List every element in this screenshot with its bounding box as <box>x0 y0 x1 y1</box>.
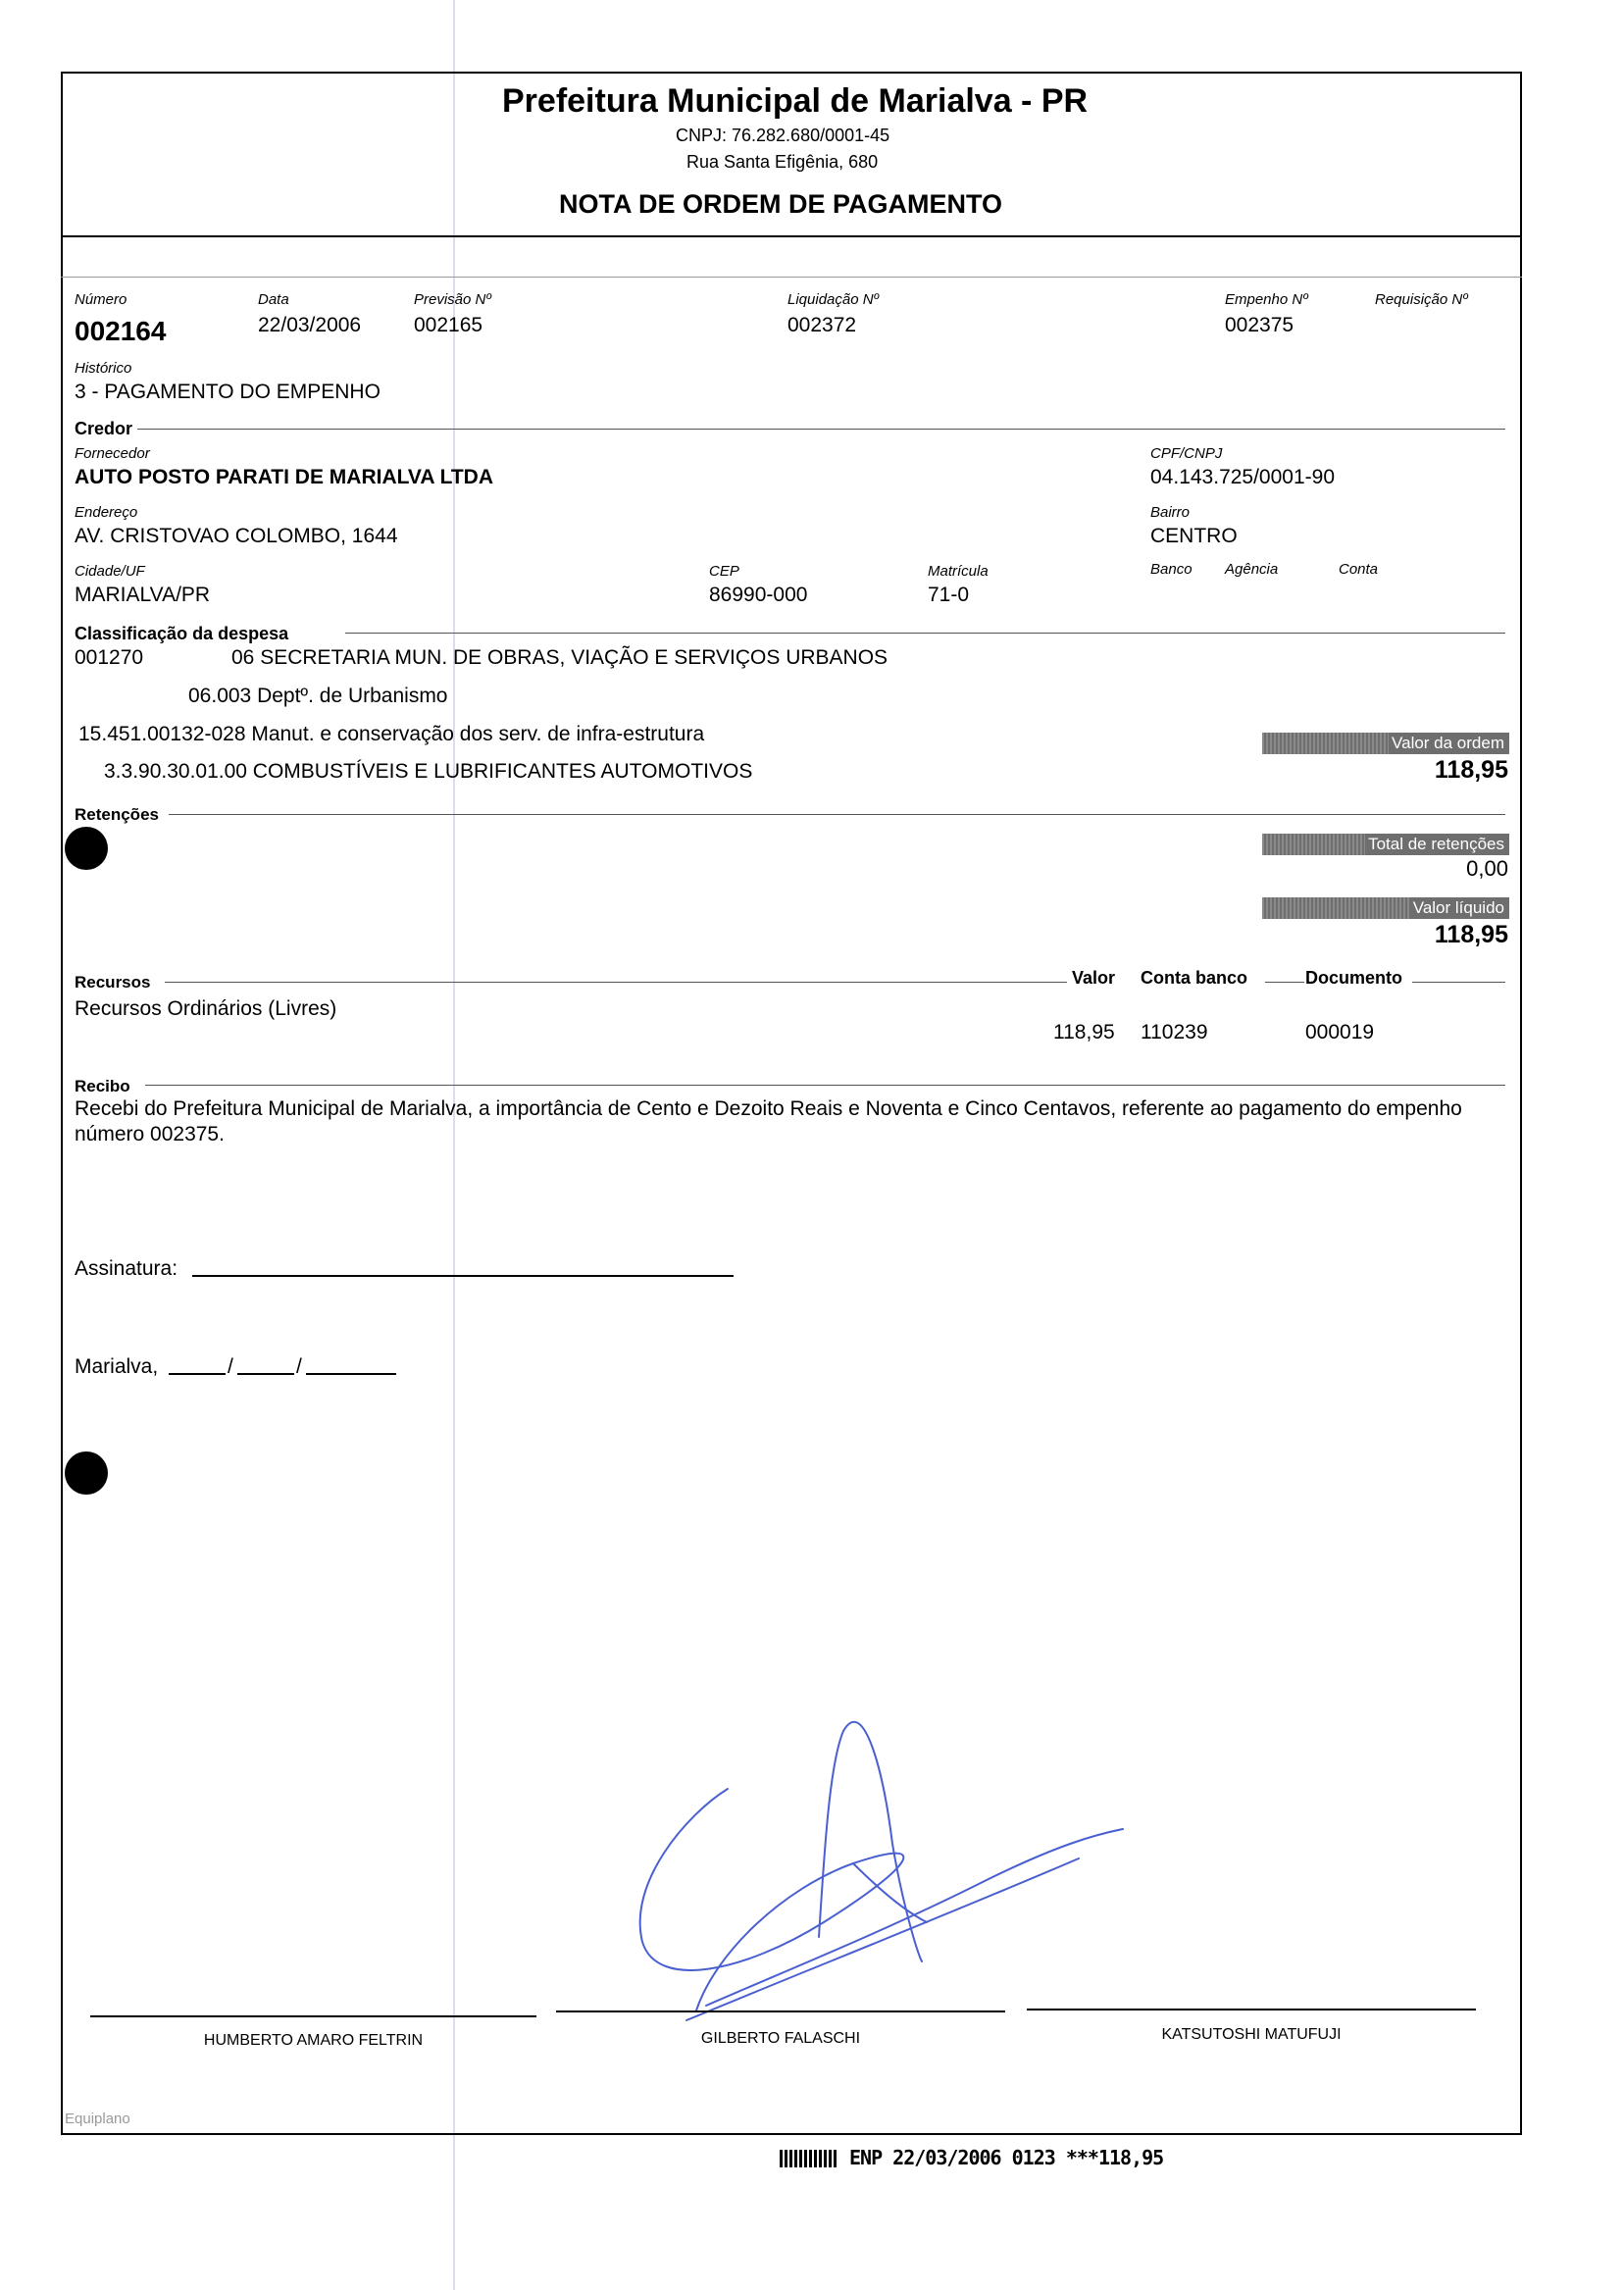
cpf-value: 04.143.725/0001-90 <box>1150 466 1336 488</box>
historico-value: 3 - PAGAMENTO DO EMPENHO <box>75 381 381 403</box>
numero-label: Número <box>75 291 127 308</box>
stamp-barcode-icon <box>780 2150 837 2167</box>
liquidacao-value: 002372 <box>787 314 857 336</box>
classificacao-code: 001270 <box>75 646 144 669</box>
total-retencoes-value: 0,00 <box>1466 856 1508 881</box>
empenho-label: Empenho Nº <box>1225 291 1308 308</box>
valor-ordem-value: 118,95 <box>1434 756 1508 784</box>
page-title: Prefeitura Municipal de Marialva - PR <box>502 82 1089 120</box>
local-label: Marialva, <box>75 1355 159 1378</box>
bairro-value: CENTRO <box>1150 525 1238 547</box>
valor-liquido-label: Valor líquido <box>1410 897 1507 919</box>
auth-stamp: ENP 22/03/2006 0123 ***118,95 <box>849 2146 1164 2169</box>
signature-name-3: KATSUTOSHI MATUFUJI <box>1161 2026 1342 2043</box>
liquidacao-label: Liquidação Nº <box>787 291 880 308</box>
matricula-value: 71-0 <box>928 584 970 606</box>
credor-section: Credor <box>75 419 133 438</box>
classificacao-section: Classificação da despesa <box>75 624 289 643</box>
fornecedor-value: AUTO POSTO PARATI DE MARIALVA LTDA <box>75 466 493 488</box>
signature-name-1: HUMBERTO AMARO FELTRIN <box>203 2032 424 2049</box>
retencoes-section: Retenções <box>75 805 159 824</box>
classificacao-line3: 15.451.00132-028 Manut. e conservação dos serv. de infra-estrutura <box>78 723 705 745</box>
cidade-label: Cidade/UF <box>75 563 145 580</box>
fornecedor-label: Fornecedor <box>75 445 150 462</box>
matricula-label: Matrícula <box>928 563 989 580</box>
agencia-label: Agência <box>1225 561 1279 578</box>
total-retencoes-label: Total de retenções <box>1365 834 1507 855</box>
signature-line-2 <box>556 2010 1005 2012</box>
endereco-label: Endereço <box>75 504 138 521</box>
bairro-label: Bairro <box>1150 504 1191 521</box>
document-title: NOTA DE ORDEM DE PAGAMENTO <box>559 189 1003 219</box>
signature-name-2: GILBERTO FALASCHI <box>700 2030 861 2047</box>
cidade-value: MARIALVA/PR <box>75 584 211 606</box>
data-value: 22/03/2006 <box>258 314 362 336</box>
recursos-conta-banco-label: Conta banco <box>1141 968 1248 988</box>
recursos-documento: 000019 <box>1305 1021 1375 1043</box>
recursos-documento-label: Documento <box>1305 968 1402 988</box>
valor-ordem-label: Valor da ordem <box>1389 733 1507 754</box>
classificacao-line1: 06 SECRETARIA MUN. DE OBRAS, VIAÇÃO E SERVIÇOS URBANOS <box>231 646 888 669</box>
previsao-label: Previsão Nº <box>414 291 491 308</box>
cep-label: CEP <box>709 563 739 580</box>
classificacao-line2: 06.003 Deptº. de Urbanismo <box>188 685 448 707</box>
previsao-value: 002165 <box>414 314 483 336</box>
date-slash-1: / <box>228 1355 233 1378</box>
date-slash-2: / <box>296 1355 302 1378</box>
recursos-valor-label: Valor <box>1072 968 1116 988</box>
endereco-value: AV. CRISTOVAO COLOMBO, 1644 <box>75 525 398 547</box>
classificacao-line4: 3.3.90.30.01.00 COMBUSTÍVEIS E LUBRIFICANTES AUTOMOTIVOS <box>104 760 753 783</box>
requisicao-label: Requisição Nº <box>1375 291 1468 308</box>
conta-label: Conta <box>1339 561 1379 578</box>
recibo-section: Recibo <box>75 1077 130 1095</box>
cnpj-text: CNPJ: 76.282.680/0001-45 <box>676 126 890 145</box>
signature-line-3 <box>1027 2009 1476 2010</box>
banco-label: Banco <box>1150 561 1193 578</box>
valor-liquido-value: 118,95 <box>1434 921 1508 948</box>
cep-value: 86990-000 <box>709 584 808 606</box>
signature-line-1 <box>90 2015 536 2017</box>
numero-value: 002164 <box>75 316 167 346</box>
address-text: Rua Santa Efigênia, 680 <box>686 152 879 172</box>
empenho-value: 002375 <box>1225 314 1294 336</box>
recursos-conta-banco: 110239 <box>1141 1021 1208 1043</box>
historico-label: Histórico <box>75 360 132 377</box>
recursos-valor: 118,95 <box>1053 1021 1115 1043</box>
cpf-label: CPF/CNPJ <box>1150 445 1223 462</box>
recursos-desc: Recursos Ordinários (Livres) <box>75 997 337 1020</box>
recursos-section: Recursos <box>75 973 151 992</box>
recibo-text: Recebi do Prefeitura Municipal de Marialva, a importância de Cento e Dezoito Reais e Noventa e Cinco Centavos, referente ao pagamento do empenho número 002375. <box>75 1097 1462 1145</box>
assinatura-label: Assinatura: <box>75 1257 178 1280</box>
brand-footer: Equiplano <box>65 2111 130 2127</box>
data-label: Data <box>258 291 289 308</box>
